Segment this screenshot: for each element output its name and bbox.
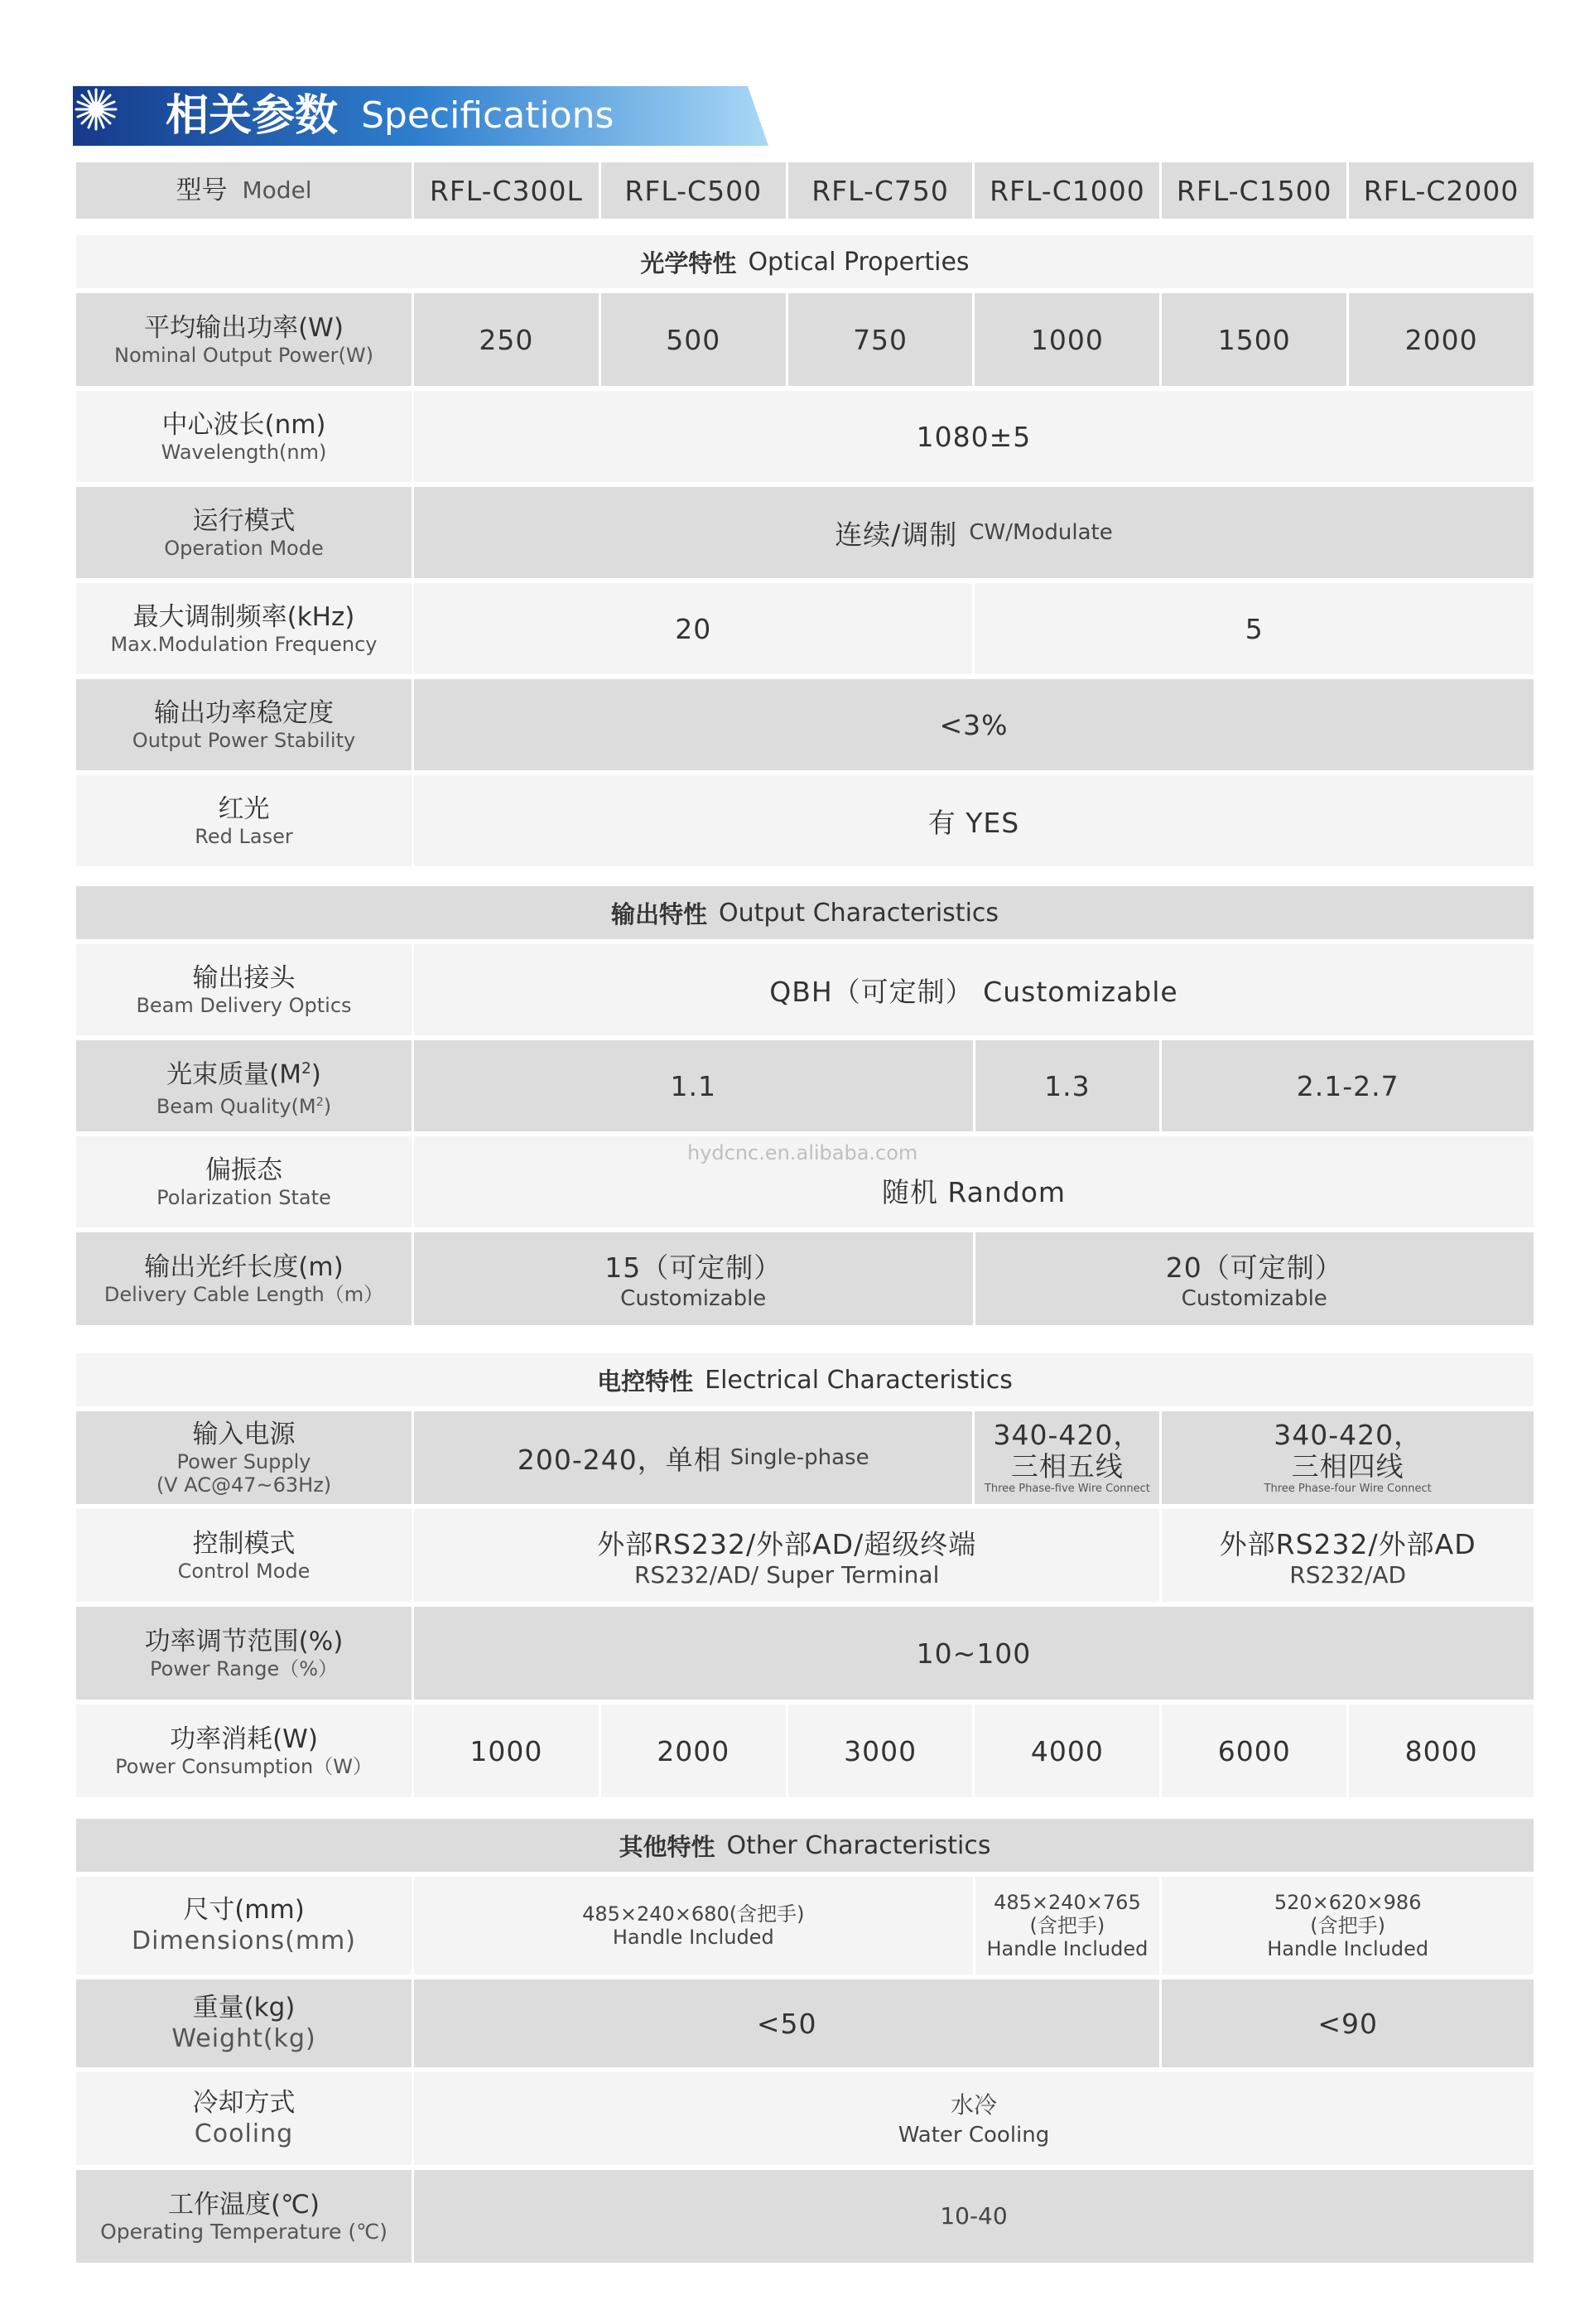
value-cn: 外部RS232/外部AD (1219, 1527, 1476, 1560)
section-title-cn: 输出特性 (610, 899, 707, 928)
section-title-cn: 电控特性 (597, 1367, 694, 1396)
model-cell: RFL-C750 (788, 162, 973, 219)
value-cell (975, 1877, 1160, 1974)
section-title-cn: 光学特性 (640, 248, 737, 277)
label-en: Output Power Stability (132, 729, 356, 752)
label-en: Polarization State (157, 1186, 331, 1209)
label-en: Control Mode (177, 1560, 311, 1583)
value-cn: 485×240×680(含把手) (582, 1902, 805, 1926)
value-cell (1162, 1411, 1534, 1504)
row-label-wavelength (76, 391, 412, 482)
row-label-power (76, 293, 412, 386)
row-label-temperature (76, 2170, 412, 2263)
label-cn: 尺寸(mm) (183, 1895, 305, 1925)
label-en: Red Laser (195, 825, 293, 848)
label-en: Delivery Cable Length（m） (104, 1283, 384, 1306)
value-cell: 20 (414, 583, 972, 674)
model-cell: RFL-C2000 (1349, 162, 1534, 219)
row-label-supply (76, 1411, 412, 1504)
label-en-2: (V AC@47~63Hz) (156, 1473, 332, 1497)
row-label-consumption (76, 1704, 412, 1797)
value-cell (414, 1232, 973, 1325)
label-en: Power Range（%） (149, 1657, 339, 1680)
value-en: Single-phase (730, 1445, 869, 1470)
value-cn: 485×240×765 (994, 1891, 1141, 1914)
value-en: CW/Modulate (969, 520, 1113, 545)
value-cn: 20（可定制） (1165, 1251, 1343, 1284)
value-cell: 1080±5 (414, 391, 1534, 482)
section-title-optical (76, 235, 1534, 288)
label-cn: 控制模式 (192, 1529, 296, 1559)
value-cell: 有 YES (414, 775, 1534, 866)
label-cn-end: ) (311, 1059, 321, 1090)
label-cn: 工作温度(℃) (167, 2190, 320, 2220)
value-cell (1162, 1877, 1534, 1974)
label-en-text: Beam Quality(M (156, 1094, 316, 1118)
row-label-cooling (76, 2072, 412, 2165)
value-cell: QBH（可定制） Customizable (414, 944, 1534, 1035)
section-title-en: Electrical Characteristics (705, 1365, 1013, 1395)
model-label-cn: 型号 (176, 176, 228, 205)
value-cell: <90 (1162, 1979, 1534, 2067)
label-cn (166, 1054, 321, 1090)
value-cn-2: (含把手) (1029, 1914, 1105, 1937)
value-cell: 1500 (1162, 293, 1346, 386)
label-en: Operating Temperature (℃) (100, 2220, 388, 2244)
value-cn: 15（可定制） (604, 1251, 783, 1284)
label-cn: 红光 (218, 794, 270, 824)
value-cn: 520×620×986 (1274, 1891, 1422, 1914)
value-cell: 1.3 (975, 1040, 1160, 1131)
label-cn: 输入电源 (192, 1420, 296, 1449)
label-en: Beam Delivery Optics (136, 994, 352, 1017)
value-cell (414, 1411, 972, 1504)
value-cell: 250 (414, 293, 599, 386)
value-cn: 200-240，单相 (517, 1443, 722, 1476)
value-cell: 10-40 (414, 2170, 1534, 2263)
value-cell: 4000 (975, 1704, 1159, 1797)
label-cn: 功率调节范围(%) (144, 1627, 344, 1656)
row-label-cable (76, 1232, 412, 1325)
value-cell: 1.1 (414, 1040, 973, 1131)
value-cell (975, 1411, 1159, 1504)
row-label-stability (76, 679, 412, 770)
label-cn: 偏振态 (205, 1155, 282, 1185)
row-label-beam-delivery (76, 944, 412, 1035)
value-en: Customizable (1181, 1285, 1327, 1311)
spec-header-banner (73, 86, 768, 146)
label-cn: 输出功率稳定度 (154, 698, 334, 728)
value-cell (414, 1877, 973, 1974)
value-cell: 1000 (975, 293, 1159, 386)
value-en: Handle Included (986, 1937, 1149, 1960)
row-label-beam-quality (76, 1040, 412, 1131)
model-cell: RFL-C500 (601, 162, 786, 219)
section-title-other (76, 1819, 1534, 1872)
value-cell: 1000 (414, 1704, 599, 1797)
row-label-mode (76, 487, 412, 578)
value-cell: 750 (788, 293, 973, 386)
page-title-cn: 相关参数 (166, 91, 339, 141)
label-cn: 中心波长(nm) (161, 410, 326, 440)
page-title-en: Specifications (361, 94, 614, 137)
row-label-weight (76, 1979, 412, 2067)
value-cn: 340-420， (993, 1419, 1142, 1451)
row-label-polarization (76, 1136, 412, 1227)
row-label-red-laser (76, 775, 412, 866)
model-label (76, 162, 412, 219)
value-en: Water Cooling (898, 2123, 1050, 2148)
row-label-modulation (76, 583, 412, 674)
value-en: Handle Included (1267, 1937, 1429, 1960)
value-cell (414, 2072, 1534, 2165)
section-title-electrical (76, 1353, 1534, 1406)
superscript: 2 (301, 1060, 311, 1078)
row-label-control (76, 1509, 412, 1602)
label-en: Weight(kg) (171, 2024, 316, 2053)
value-cn-2: 三相五线 (1010, 1450, 1124, 1483)
value-cell (414, 1509, 1159, 1602)
value-cn: 340-420， (1274, 1419, 1423, 1451)
label-en: Operation Mode (164, 537, 324, 560)
value-cell: 8000 (1349, 1704, 1534, 1797)
sunburst-icon (73, 86, 119, 133)
value-en: Customizable (620, 1285, 767, 1311)
electrical-section (76, 1353, 1534, 1797)
label-en: Power Supply (176, 1450, 311, 1473)
value-cn: 外部RS232/外部AD/超级终端 (597, 1527, 977, 1560)
label-en: Nominal Output Power(W) (114, 344, 373, 367)
section-title-en: Other Characteristics (726, 1830, 991, 1860)
section-title-en: Output Characteristics (718, 898, 999, 928)
section-title-cn: 其他特性 (619, 1832, 715, 1861)
label-en-end: ) (323, 1094, 332, 1118)
value-cell: 随机 Random (414, 1136, 1534, 1227)
row-label-dimensions (76, 1877, 412, 1974)
value-cell: 5 (975, 583, 1534, 674)
label-cn: 冷却方式 (192, 2088, 296, 2118)
value-cell (1162, 1509, 1534, 1602)
model-cell: RFL-C1000 (975, 162, 1159, 219)
value-en: RS232/AD (1289, 1560, 1407, 1589)
value-cn: 水冷 (950, 2091, 997, 2119)
value-en: Handle Included (612, 1926, 774, 1949)
model-cell: RFL-C1500 (1162, 162, 1346, 219)
value-cn-2: 三相四线 (1291, 1450, 1404, 1483)
label-cn: 输出接头 (192, 963, 296, 993)
value-cell (414, 487, 1534, 578)
value-cell: <3% (414, 679, 1534, 770)
label-en (157, 1091, 331, 1118)
label-cn: 运行模式 (192, 506, 296, 536)
model-cell: RFL-C300L (414, 162, 599, 219)
label-cn: 重量(kg) (192, 1993, 296, 2023)
value-cell: 10~100 (414, 1607, 1534, 1700)
section-title-output (76, 886, 1534, 939)
value-cell: 6000 (1162, 1704, 1346, 1797)
value-cn-2: (含把手) (1310, 1914, 1386, 1937)
value-cell: 2000 (1349, 293, 1534, 386)
value-cell (975, 1232, 1534, 1325)
model-label-en: Model (242, 176, 312, 204)
value-cell: 2.1-2.7 (1162, 1040, 1534, 1131)
label-cn: 最大调制频率(kHz) (132, 602, 355, 632)
value-cell: 2000 (601, 1704, 786, 1797)
label-cn: 功率消耗(W) (170, 1724, 318, 1754)
label-cn-text: 光束质量(M (166, 1059, 301, 1090)
section-title-en: Optical Properties (748, 247, 970, 277)
label-cn: 输出光纤长度(m) (144, 1252, 344, 1282)
superscript: 2 (315, 1095, 324, 1109)
output-section (76, 886, 1534, 1325)
value-cn: 连续/调制 (835, 518, 958, 551)
label-en: Wavelength(nm) (161, 441, 327, 464)
value-cell: 3000 (788, 1704, 973, 1797)
model-table (76, 162, 1534, 219)
value-en: RS232/AD/ Super Terminal (633, 1560, 940, 1589)
watermark: hydcnc.en.alibaba.com (687, 1141, 918, 1164)
value-cell: <50 (414, 1979, 1159, 2067)
label-en: Max.Modulation Frequency (110, 633, 378, 656)
row-label-range (76, 1607, 412, 1700)
label-cn: 平均输出功率(W) (144, 313, 344, 343)
optical-section (76, 235, 1534, 866)
value-en: Three Phase-four Wire Connect (1264, 1483, 1432, 1495)
value-en: Three Phase-five Wire Connect (984, 1483, 1150, 1495)
label-en: Dimensions(mm) (132, 1926, 356, 1955)
value-cell: 500 (601, 293, 786, 386)
label-en: Cooling (194, 2119, 294, 2148)
other-section (76, 1819, 1534, 2263)
label-en: Power Consumption（W） (115, 1755, 373, 1778)
